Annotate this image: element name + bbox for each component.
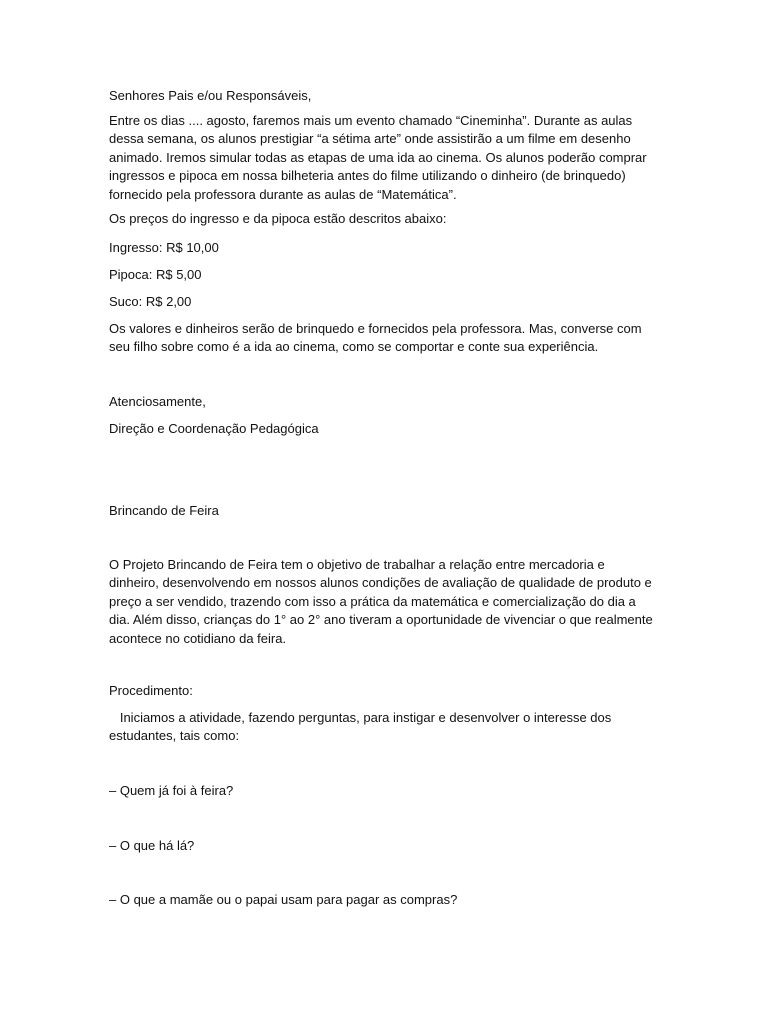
intro-paragraph [109,112,654,204]
question-item: – Quem já foi à feira? [109,783,234,798]
note-line: seu filho sobre como é a ida ao cinema, como se comportar e conte sua experiência. [109,339,599,355]
intro-line: ingressos e pipoca em nossa bilheteria antes do filme utilizando o dinheiro (de brinquedo) [109,168,626,184]
note-paragraph [109,320,654,357]
price-pipoca: Pipoca: R$ 5,00 [109,267,202,282]
signature: Direção e Coordenação Pedagógica [109,421,319,436]
description-line: O Projeto Brincando de Feira tem o objetivo de trabalhar a relação entre mercadoria e [109,557,605,572]
intro-line: fornecido pela professora durante as aulas de “Matemática”. [109,186,457,202]
intro-line: animado. Iremos simular todas as etapas de uma ida ao cinema. Os alunos poderão comprar [109,149,647,165]
description-line: dia. Além disso, crianças do 1° ao 2° ano tiveram a oportunidade de vivenciar o que realmente [109,612,653,628]
description-line: preço a ser vendido, trazendo com isso a prática da matemática e comercialização do dia a [109,593,636,609]
greeting: Senhores Pais e/ou Responsáveis, [109,88,312,103]
intro-line: Entre os dias .... agosto, faremos mais um evento chamado “Cineminha”. Durante as aulas [109,113,633,128]
price-suco: Suco: R$ 2,00 [109,294,192,309]
intro-line: dessa semana, os alunos prestigiar “a sétima arte” onde assistirão a um filme em desenho [109,131,631,147]
procedure-heading: Procedimento: [109,683,193,698]
question-item: – O que a mamãe ou o papai usam para pagar as compras? [109,892,458,907]
project-description [109,556,654,648]
procedure-line: estudantes, tais como: [109,728,240,744]
project-title: Brincando de Feira [109,503,219,518]
closing: Atenciosamente, [109,394,206,409]
procedure-line: Iniciamos a atividade, fazendo perguntas, para instigar e desenvolver o interesse dos [109,710,612,725]
note-line: Os valores e dinheiros serão de brinquedo e fornecidos pela professora. Mas, converse com [109,321,642,336]
description-line: acontece no cotidiano da feira. [109,630,287,646]
prices-intro: Os preços do ingresso e da pipoca estão descritos abaixo: [109,211,447,226]
procedure-paragraph [109,709,654,746]
description-line: dinheiro, desenvolvendo em nossos alunos condições de avaliação de qualidade de produto e [109,575,652,591]
question-item: – O que há lá? [109,838,195,853]
price-ingresso: Ingresso: R$ 10,00 [109,240,219,255]
